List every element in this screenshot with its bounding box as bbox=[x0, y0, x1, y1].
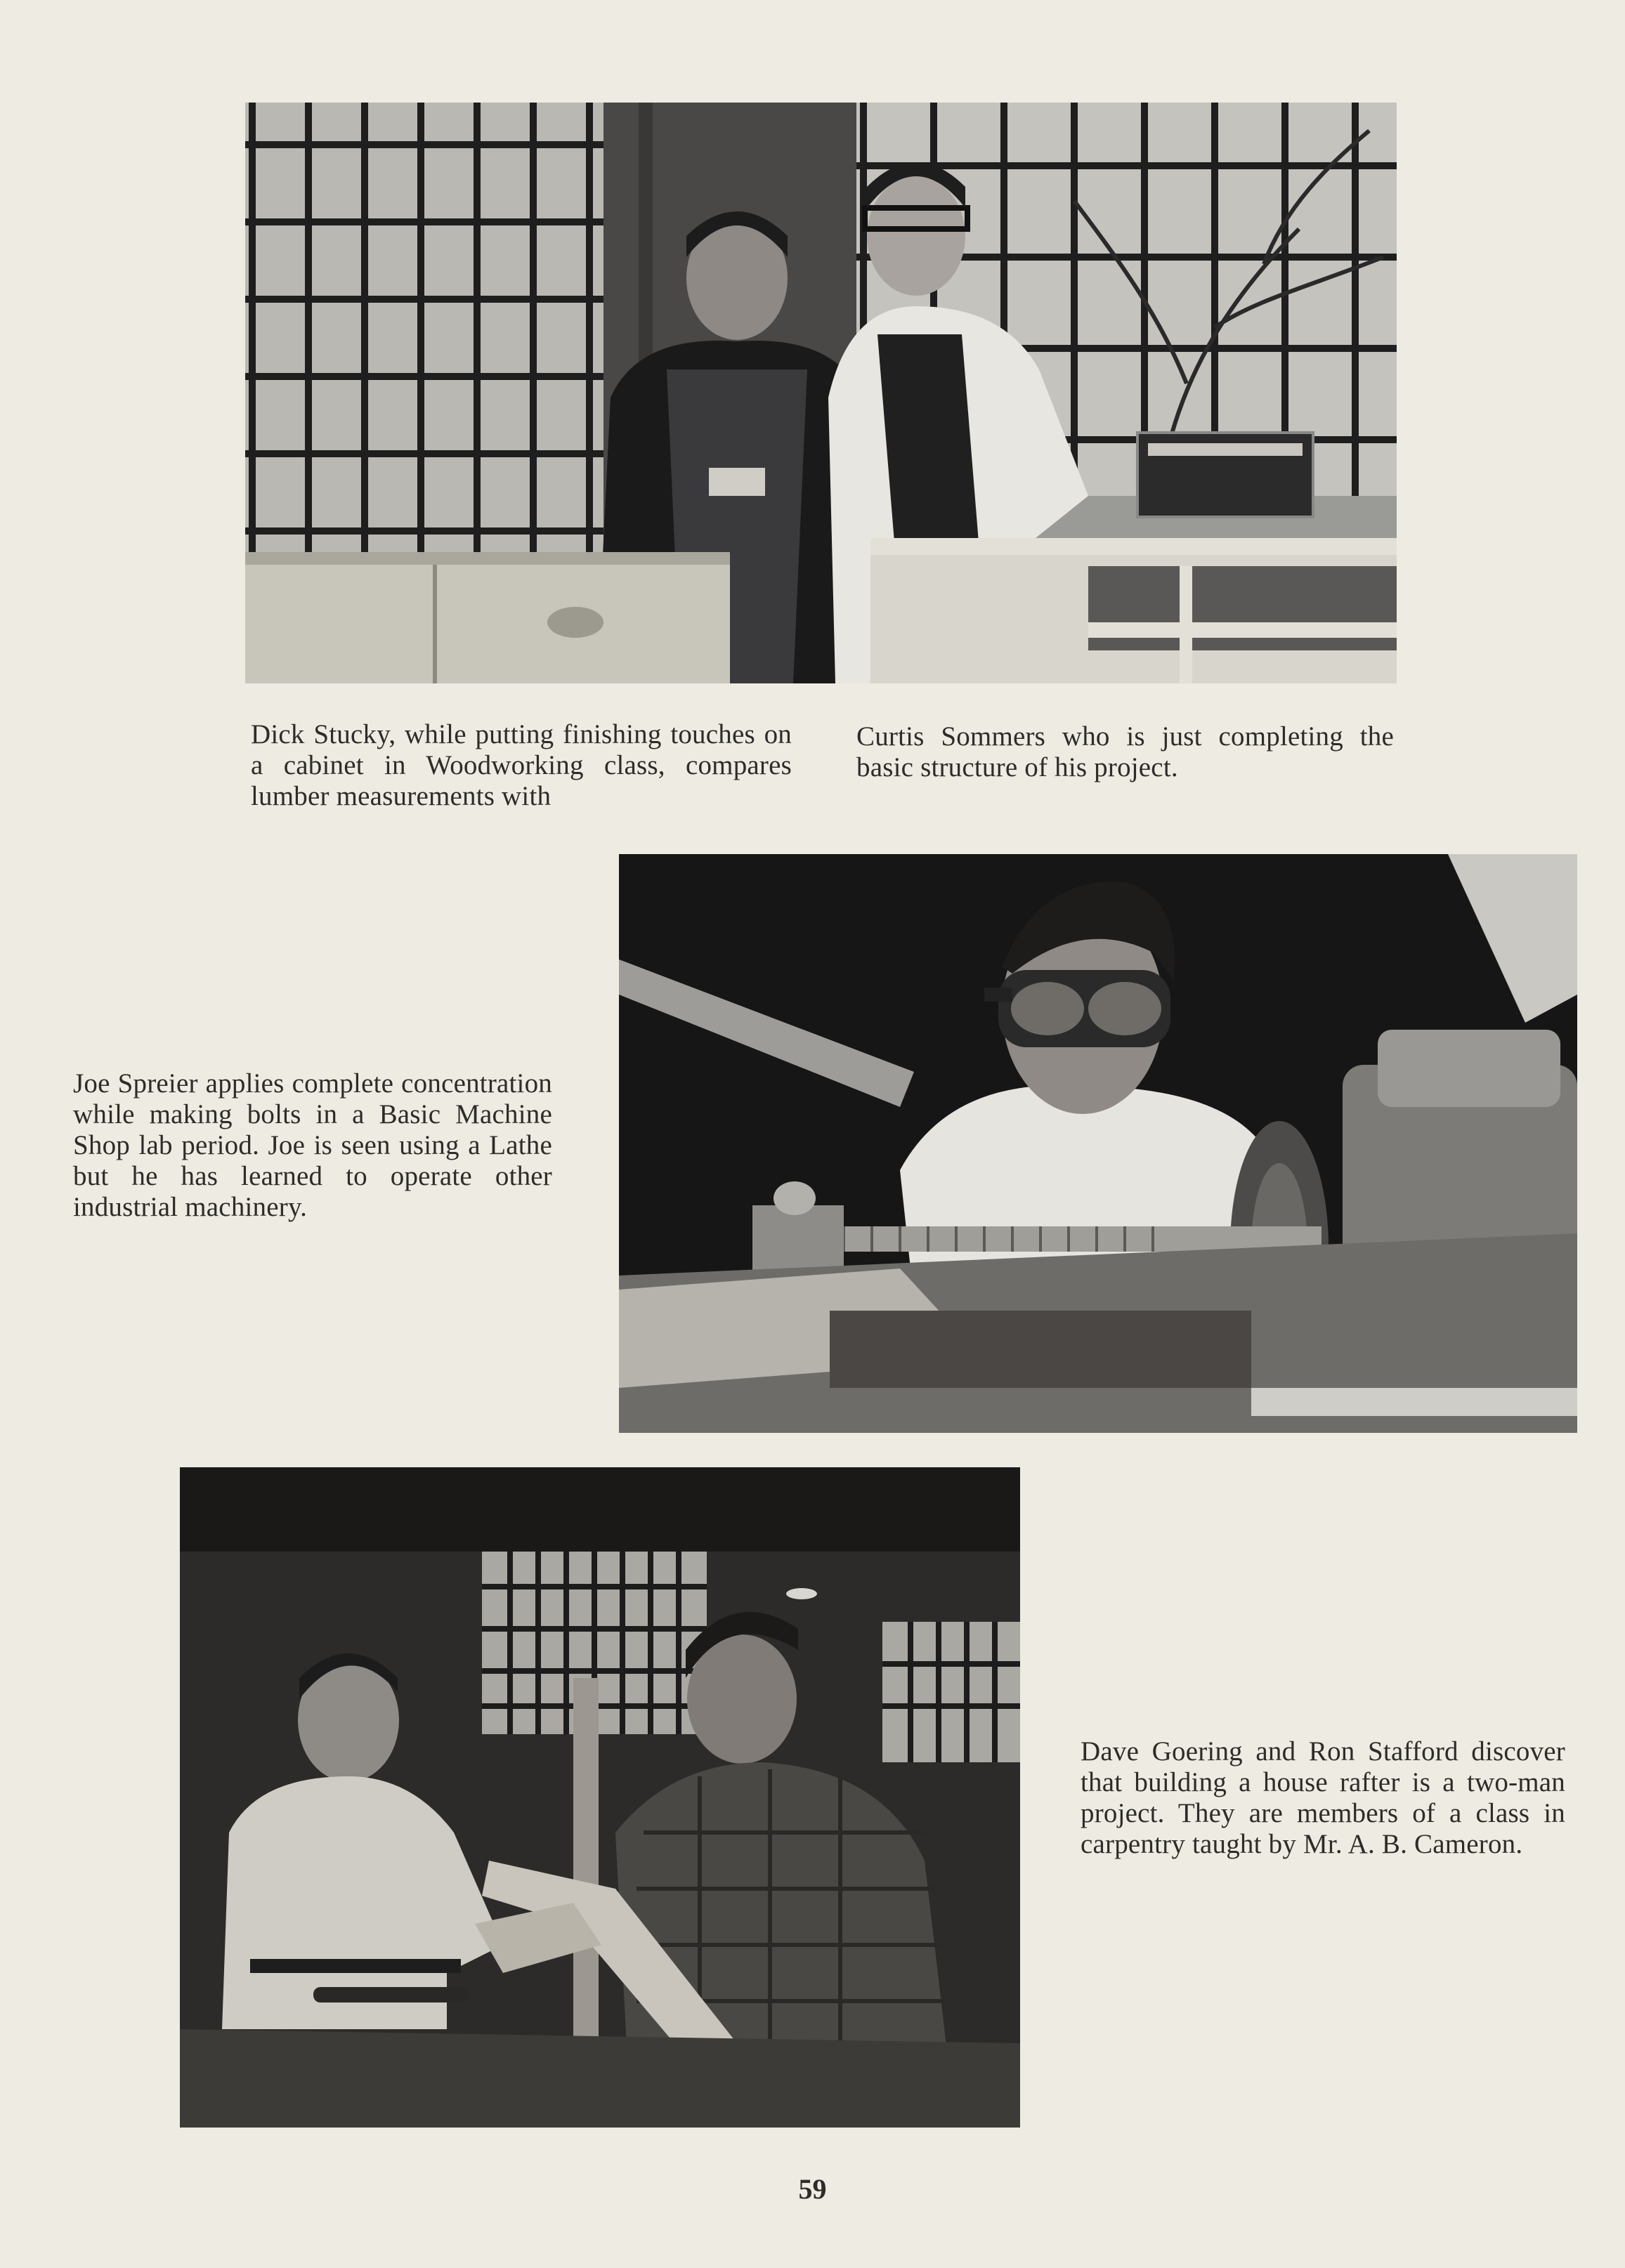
page-number: 59 bbox=[798, 2173, 827, 2205]
woodworking-caption-right: Curtis Sommers who is just completing the basic structure of his project. bbox=[856, 721, 1394, 782]
carpentry-caption: Dave Goering and Ron Stafford discover that building a house rafter is a two-man project. They are members of a class in carpentry taught by Mr. A. B. Cameron. bbox=[1081, 1736, 1565, 1859]
woodworking-caption-left: Dick Stucky, while putting finishing touches on a cabinet in Woodworking class, compares lumber measurements with bbox=[251, 719, 792, 811]
machine-shop-photo bbox=[619, 854, 1577, 1433]
carpentry-photo bbox=[180, 1467, 1020, 2128]
woodworking-photo bbox=[245, 103, 1397, 683]
machine-shop-caption: Joe Spreier applies complete concentration while making bolts in a Basic Machine Shop lab period. Joe is seen using a Lathe but he has learned to operate other industrial machinery. bbox=[73, 1068, 552, 1222]
